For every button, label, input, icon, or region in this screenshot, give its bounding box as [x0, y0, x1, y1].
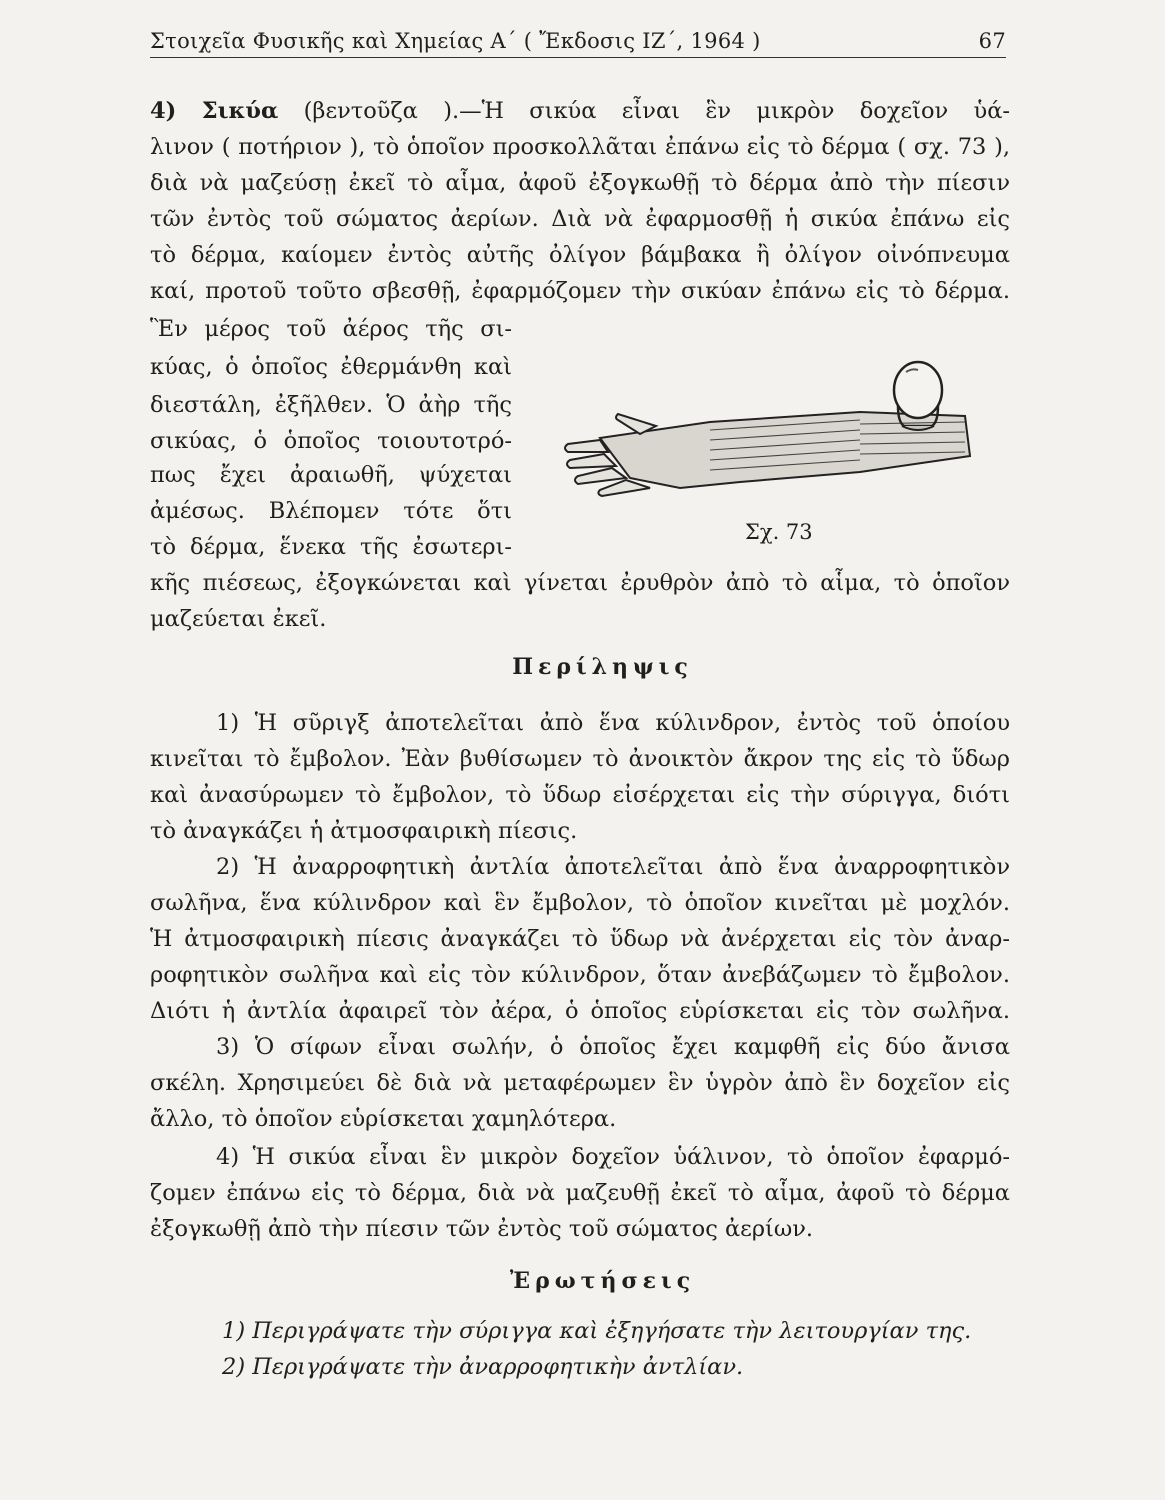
- summary-line-5: σωλῆνα, ἕνα κύλινδρον καὶ ἓν ἔμβολον, τὸ ὁποῖον κινεῖται μὲ μοχλόν.: [150, 890, 1010, 916]
- hand-with-cupping-glass-icon: [560, 360, 980, 520]
- tail-line-1: μαζεύεται ἐκεῖ.: [150, 606, 327, 632]
- question-2: 2) Περιγράψατε τὴν ἀναρροφητικὴν ἀντλίαν.: [222, 1354, 744, 1380]
- page-number: 67: [978, 29, 1006, 53]
- header-title: Στοιχεῖα Φυσικῆς καὶ Χημείας Α΄ ( Ἔκδοσις ΙΖ΄, 1964 ): [150, 29, 761, 53]
- running-header: [150, 24, 1006, 58]
- summary-line-1: κινεῖται τὸ ἔμβολον. Ἐὰν βυθίσωμεν τὸ ἀνοικτὸν ἄκρον της εἰς τὸ ὕδωρ: [150, 746, 1010, 772]
- wrap-line-5: ἀμέσως. Βλέπομεν τότε ὅτι: [150, 498, 512, 524]
- section4-line-3: τῶν ἐντὸς τοῦ σώματος ἀερίων. Διὰ νὰ ἐφαρμοσθῇ ἡ σικύα ἐπάνω εἰς: [150, 206, 1010, 232]
- summary-line-12: 4) Ἡ σικύα εἶναι ἓν μικρὸν δοχεῖον ὑάλινον, τὸ ὁποῖον ἐφαρμό-: [216, 1144, 1010, 1170]
- summary-line-14: ἐξογκωθῇ ἀπὸ τὴν πίεσιν τῶν ἐντὸς τοῦ σώματος ἀερίων.: [150, 1216, 814, 1242]
- wrap-line-1: κύας, ὁ ὁποῖος ἐθερμάνθη καὶ: [150, 354, 512, 380]
- section4-line-0: [150, 94, 1010, 128]
- summary-line-13: ζομεν ἐπάνω εἰς τὸ δέρμα, διὰ νὰ μαζευθῇ ἐκεῖ τὸ αἷμα, ἀφοῦ τὸ δέρμα: [150, 1180, 1010, 1206]
- section4-line-0-text: (βεντοῦζα ).—Ἡ σικύα εἶναι ἓν μικρὸν δοχεῖον ὑά-: [303, 98, 1011, 124]
- summary-line-4: 2) Ἡ ἀναρροφητικὴ ἀντλία ἀποτελεῖται ἀπὸ ἕνα ἀναρροφητικὸν: [216, 854, 1010, 880]
- summary-heading: Περίληψις: [512, 654, 693, 680]
- summary-line-6: Ἡ ἀτμοσφαιρικὴ πίεσις ἀναγκάζει τὸ ὕδωρ νὰ ἀνέρχεται εἰς τὸν ἀναρ-: [150, 926, 1010, 952]
- summary-line-7: ροφητικὸν σωλῆνα καὶ εἰς τὸν κύλινδρον, ὅταν ἀνεβάζωμεν τὸ ἔμβολον.: [150, 962, 1010, 988]
- summary-line-3: τὸ ἀναγκάζει ἡ ἀτμοσφαιρικὴ πίεσις.: [150, 818, 578, 844]
- wrap-line-6: τὸ δέρμα, ἕνεκα τῆς ἐσωτερι-: [150, 534, 512, 560]
- section4-line-2: διὰ νὰ μαζεύσῃ ἐκεῖ τὸ αἷμα, ἀφοῦ ἐξογκωθῇ τὸ δέρμα ἀπὸ τὴν πίεσιν: [150, 170, 1010, 196]
- section4-line-1: λινον ( ποτήριον ), τὸ ὁποῖον προσκολλᾶται ἐπάνω εἰς τὸ δέρμα ( σχ. 73 ),: [150, 134, 1010, 160]
- section4-line-4: τὸ δέρμα, καίομεν ἐντὸς αὐτῆς ὀλίγον βάμβακα ἢ ὀλίγον οἰνόπνευμα: [150, 242, 1010, 268]
- questions-heading: Ἐρωτήσεις: [509, 1268, 696, 1294]
- wrap-line-2: διεστάλη, ἐξῆλθεν. Ὁ ἀὴρ τῆς: [150, 392, 512, 418]
- figure-caption: Σχ. 73: [745, 520, 813, 544]
- section4-line-5: καί, προτοῦ τοῦτο σβεσθῇ, ἐφαρμόζομεν τὴν σικύαν ἐπάνω εἰς τὸ δέρμα.: [150, 278, 1010, 304]
- wrap-line-3: σικύας, ὁ ὁποῖος τοιουτοτρό-: [150, 428, 512, 454]
- summary-line-2: καὶ ἀνασύρωμεν τὸ ἔμβολον, τὸ ὕδωρ εἰσέρχεται εἰς τὴν σύριγγα, διότι: [150, 782, 1010, 808]
- section4-number: 4): [150, 98, 177, 124]
- summary-line-8: Διότι ἡ ἀντλία ἀφαιρεῖ τὸν ἀέρα, ὁ ὁποῖος εὑρίσκεται εἰς τὸν σωλῆνα.: [150, 998, 1010, 1024]
- wrap-line-4: πως ἔχει ἀραιωθῆ, ψύχεται: [150, 462, 512, 488]
- question-1: 1) Περιγράψατε τὴν σύριγγα καὶ ἐξηγήσατε τὴν λειτουργίαν της.: [222, 1318, 972, 1344]
- summary-line-0: 1) Ἡ σῦριγξ ἀποτελεῖται ἀπὸ ἕνα κύλινδρον, ἐντὸς τοῦ ὁποίου: [216, 710, 1010, 736]
- section4-term: Σικύα: [201, 98, 279, 124]
- summary-line-10: σκέλη. Χρησιμεύει δὲ διὰ νὰ μεταφέρωμεν ἓν ὑγρὸν ἀπὸ ἓν δοχεῖον εἰς: [150, 1070, 1010, 1096]
- tail-line-0: κῆς πιέσεως, ἐξογκώνεται καὶ γίνεται ἐρυθρὸν ἀπὸ τὸ αἷμα, τὸ ὁποῖον: [150, 570, 1010, 596]
- summary-line-11: ἄλλο, τὸ ὁποῖον εὑρίσκεται χαμηλότερα.: [150, 1106, 617, 1132]
- summary-line-9: 3) Ὁ σίφων εἶναι σωλήν, ὁ ὁποῖος ἔχει καμφθῆ εἰς δύο ἄνισα: [216, 1034, 1010, 1060]
- wrap-line-0: Ἓν μέρος τοῦ ἀέρος τῆς σι-: [150, 316, 512, 342]
